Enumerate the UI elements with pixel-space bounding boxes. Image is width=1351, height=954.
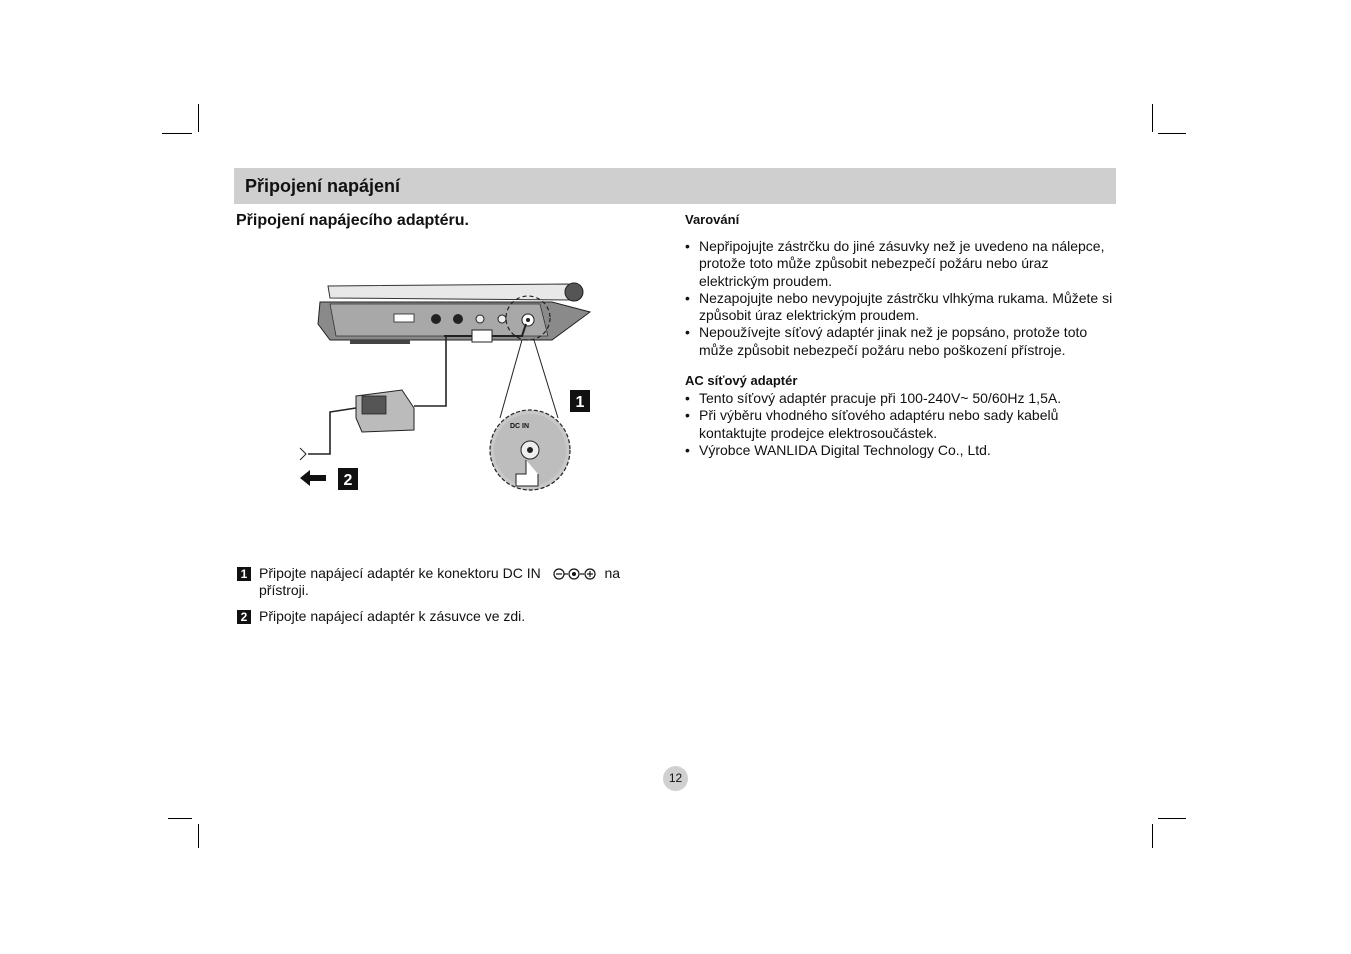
step-2-text: Připojte napájecí adaptér k zásuvce ve zdi. xyxy=(259,608,526,624)
warning-heading: Varování xyxy=(685,212,740,227)
crop-mark xyxy=(168,818,192,819)
step-1-number: 1 xyxy=(237,567,251,581)
warning-item: • Nepoužívejte síťový adaptér jinak než je popsáno, protože toto může způsobit nebezpečí požáru nebo poškození přístroje. xyxy=(685,324,1115,359)
crop-mark xyxy=(1152,104,1153,132)
page-title: Připojení napájení xyxy=(245,176,401,196)
section-header-bar xyxy=(234,168,1116,204)
step-2-number: 2 xyxy=(237,610,251,624)
arrow-left-icon xyxy=(300,470,326,486)
crop-mark xyxy=(198,104,199,132)
callout-1-label: 1 xyxy=(575,394,585,411)
jack-label: DC IN xyxy=(510,423,530,430)
adapter-list xyxy=(685,390,1115,459)
step-2 xyxy=(237,608,637,625)
warning-item: • Nezapojujte nebo nevypojujte zástrčku vlhkýma rukama. Můžete si způsobit úraz elektrickým proudem. xyxy=(685,290,1115,325)
page-number: 12 xyxy=(663,766,688,791)
adapter-item: • Výrobce WANLIDA Digital Technology Co., Ltd. xyxy=(685,442,1115,459)
adapter-heading: AC síťový adaptér xyxy=(685,373,798,388)
dc-polarity-icon xyxy=(553,568,597,580)
adapter-item: • Při výběru vhodného síťového adaptéru nebo sady kabelů kontaktujte prodejce elektrosoučástek. xyxy=(685,407,1115,442)
adapter-item: • Tento síťový adaptér pracuje při 100-240V~ 50/60Hz 1,5A. xyxy=(685,390,1115,407)
adapter-connection-illustration xyxy=(290,278,610,498)
callout-2-label: 2 xyxy=(343,472,353,489)
section-subtitle: Připojení napájecího adaptéru. xyxy=(236,212,469,229)
crop-mark xyxy=(1158,818,1186,819)
crop-mark xyxy=(1158,133,1186,134)
warning-item: • Nepřipojujte zástrčku do jiné zásuvky než je uvedeno na nálepce, protože toto může způsobit nebezpečí požáru nebo úraz elektrickým proudem. xyxy=(685,238,1115,290)
warning-list xyxy=(685,238,1115,359)
crop-mark xyxy=(1152,824,1153,848)
step-1-text-end: na přístroji. xyxy=(259,565,621,598)
crop-mark xyxy=(198,824,199,848)
step-1 xyxy=(237,565,637,599)
crop-mark xyxy=(162,133,192,134)
step-1-text: Připojte napájecí adaptér ke konektoru DC IN xyxy=(259,565,541,581)
